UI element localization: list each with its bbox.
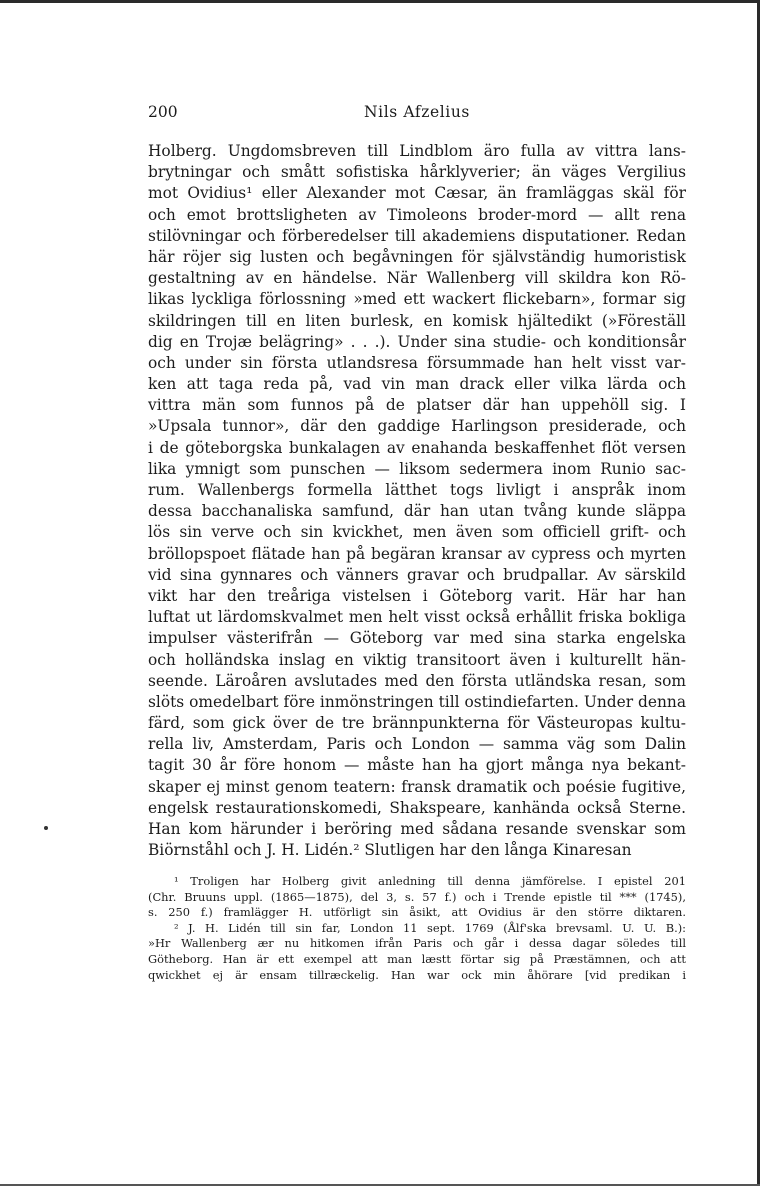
text-line: i de göteborgska bunkalagen av enahanda beskaffenhet flöt versen	[148, 438, 686, 457]
text-line: tagit 30 år före honom — måste han ha gjort många nya bekant-	[148, 756, 686, 775]
footnote-line: s. 250 f.) framlägger H. utförligt sin åsikt, att Ovidius är den större diktaren.	[148, 905, 686, 920]
footnotes	[148, 874, 686, 983]
footnote-line: »Hr Wallenberg ær nu hitkomen ifrån Paris och går i dessa dagar söledes till	[148, 936, 686, 951]
page-number: 200	[148, 103, 178, 121]
text-line: bröllopspoet flätade han på begäran kransar av cypress och myrten	[148, 544, 686, 563]
body-text	[148, 141, 686, 861]
text-line: lika ymnigt som punschen — liksom sedermera inom Runio sac-	[148, 459, 686, 478]
margin-speck	[44, 826, 48, 830]
text-line: rum. Wallenbergs formella lätthet togs livligt i anspråk inom	[148, 481, 686, 499]
text-line: här röjer sig lusten och begåvningen för självständig humoristisk	[148, 247, 686, 266]
text-line: seende. Läroåren avslutades med den första utländska resan, som	[148, 671, 686, 690]
text-line: färd, som gick över de tre brännpunkterna för Västeuropas kultu-	[148, 714, 686, 733]
text-line: dessa bacchanaliska samfund, där han utan tvång kunde släppa	[148, 502, 686, 521]
text-line: luftat ut lärdomskvalmet men helt visst också erhållit friska bokliga	[148, 608, 686, 627]
text-line: impulser västerifrån — Göteborg var med sina starka engelska	[148, 629, 686, 648]
text-line: brytningar och smått sofistiska hårklyverier; än väges Vergilius	[148, 163, 686, 182]
text-line: ken att taga reda på, vad vin man drack eller vilka lärda och	[148, 375, 686, 394]
text-line: engelsk restaurationskomedi, Shakspeare, kanhända också Sterne.	[148, 798, 686, 817]
footnote-line: qwickhet ej är ensam tillræckelig. Han war ock min åhörare [vid predikan i	[148, 967, 686, 982]
footnote-line: Götheborg. Han är ett exempel att man læstt förtar sig på Præstämnen, och att	[148, 951, 686, 966]
text-line: mot Ovidius¹ eller Alexander mot Cæsar, än framläggas skäl för	[148, 184, 686, 203]
text-line: Biörnståhl och J. H. Lidén.² Slutligen har den långa Kinaresan	[148, 841, 632, 860]
text-line: och under sin första utlandsresa försummade han helt visst var-	[148, 353, 686, 372]
footnote-line: (Chr. Bruuns uppl. (1865—1875), del 3, s. 57 f.) och i Trende epistle til *** (1745),	[148, 889, 686, 904]
text-line: vid sina gynnares och vänners gravar och brudpallar. Av särskild	[148, 565, 686, 584]
footnote-line: ¹ Troligen har Holberg givit anledning till denna jämförelse. I epistel 201	[174, 874, 686, 888]
scan-top-edge	[0, 0, 760, 3]
text-line: vittra män som funnos på de platser där han uppehöll sig. I	[148, 396, 686, 415]
text-line: Holberg. Ungdomsbreven till Lindblom äro fulla av vittra lans-	[148, 142, 686, 160]
text-line: »Upsala tunnor», där den gaddige Harlingson presiderade, och	[148, 417, 686, 436]
running-title: Nils Afzelius	[363, 103, 470, 121]
text-line: rella liv, Amsterdam, Paris och London — samma väg som Dalin	[148, 735, 686, 754]
text-line: skaper ej minst genom teatern: fransk dramatik och poésie fugitive,	[148, 777, 686, 796]
text-line: och emot brottsligheten av Timoleons broder-mord — allt rena	[148, 205, 686, 224]
text-line: lös sin verve och sin kvickhet, men även som officiell grift- och	[148, 523, 686, 542]
page-header	[148, 103, 686, 125]
text-line: stilövningar och förberedelser till akademiens disputationer. Redan	[148, 226, 686, 245]
text-line: Han kom härunder i beröring med sådana resande svenskar som	[148, 820, 686, 838]
text-line: vikt har den treåriga vistelsen i Göteborg varit. Här har han	[148, 586, 686, 605]
footnote-line: ² J. H. Lidén till sin far, London 11 sept. 1769 (Ålf'ska brevsaml. U. U. B.):	[174, 920, 686, 935]
text-line: och holländska inslag en viktig transitoort även i kulturellt hän-	[148, 650, 686, 669]
text-line: dig en Trojæ belägring» . . .). Under sina studie- och konditionsår	[148, 332, 686, 351]
text-line: gestaltning av en händelse. När Wallenberg vill skildra kon Rö-	[148, 269, 686, 288]
text-line: slöts omedelbart före inmönstringen till ostindiefarten. Under denna	[148, 692, 686, 711]
text-line: likas lyckliga förlossning »med ett wackert flickebarn», formar sig	[148, 290, 686, 309]
text-line: skildringen till en liten burlesk, en komisk hjältedikt (»Föreställ	[148, 311, 686, 330]
